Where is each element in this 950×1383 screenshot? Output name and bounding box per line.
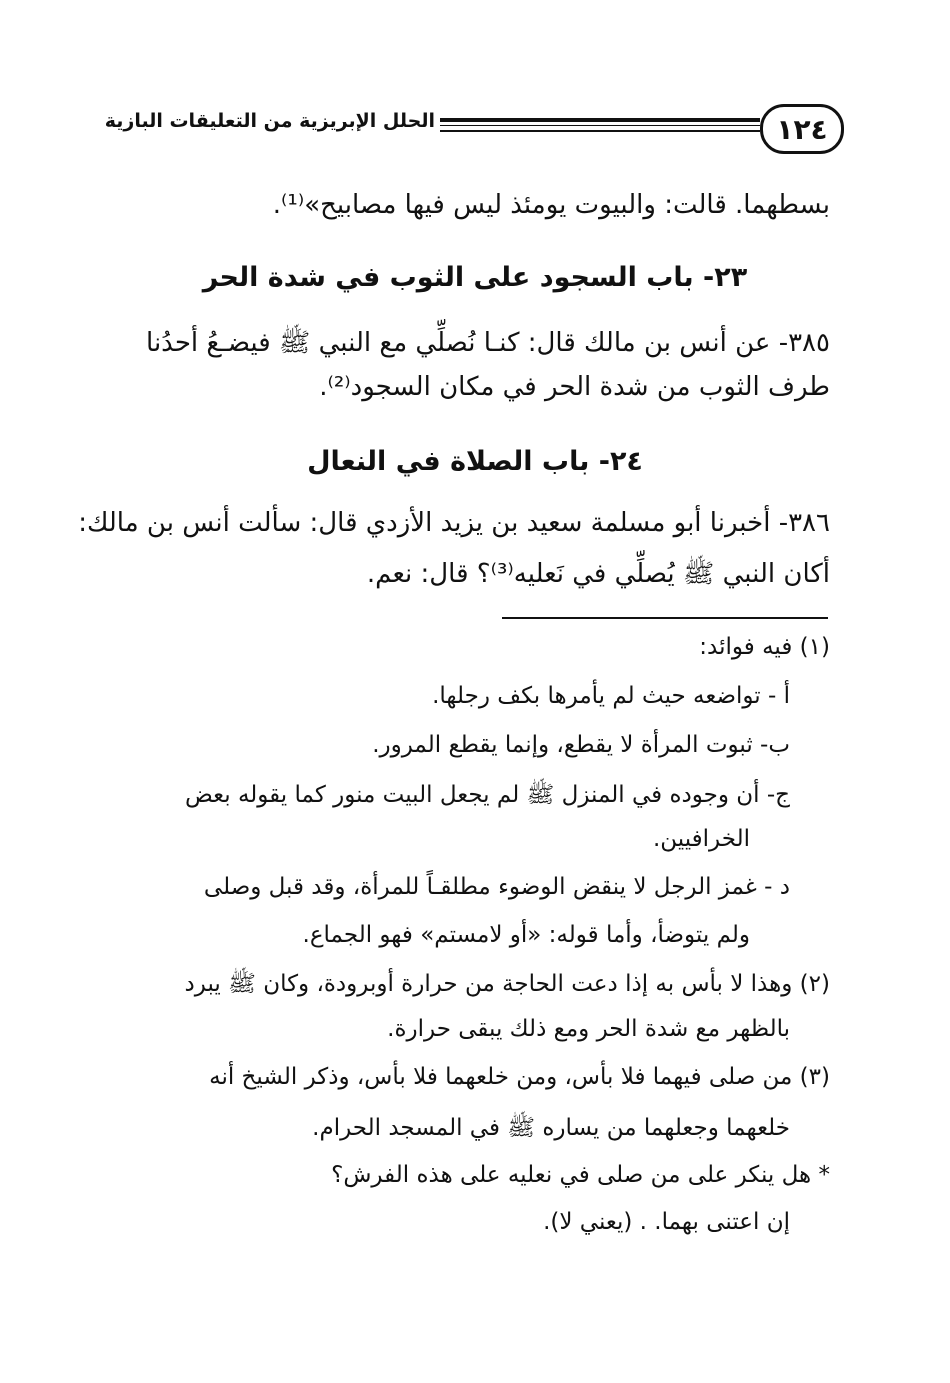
text-line: بسطهما. قالت: والبيوت يومئذ ليس فيها مصابيح»⁽¹⁾. <box>272 190 830 220</box>
footnote-1-item-a: أ - تواضعه حيث لم يأمرها بكف رجلها. <box>432 683 790 709</box>
footnote-1-heading: (١) فيه فوائد: <box>699 634 830 660</box>
chapter-heading-23: ٢٣- باب السجود على الثوب في شدة الحر <box>202 262 748 293</box>
footnote-1-item-c: ج- أن وجوده في المنزل ﷺ لم يجعل البيت منور كما يقوله بعض <box>184 782 790 808</box>
footnote-1-item-d-cont: ولم يتوضأ، وأما قوله: «أو لامستم» فهو الجماع. <box>302 922 750 948</box>
footnote-3: (٣) من صلى فيهما فلا بأس، ومن خلعهما فلا بأس، وذكر الشيخ أنه <box>209 1064 830 1090</box>
footnote-2: (٢) وهذا لا بأس به إذا دعت الحاجة من حرارة أوبرودة، وكان ﷺ يبرد <box>184 971 830 997</box>
hadith-385-line-1: ٣٨٥- عن أنس بن مالك قال: كنـا نُصلِّي مع النبي ﷺ فيضـعُ أحدُنا <box>146 328 830 358</box>
question-line: * هل ينكر على من صلى في نعليه على هذه الفرش؟ <box>331 1162 830 1188</box>
answer-line: إن اعتنى بهما. . (يعني لا). <box>543 1209 790 1235</box>
footnote-1-item-b: ب- ثبوت المرأة لا يقطع، وإنما يقطع المرور. <box>372 732 790 758</box>
page-header <box>104 96 840 168</box>
footnote-separator <box>502 617 828 619</box>
footnote-1-item-c-cont: الخرافيين. <box>652 826 750 852</box>
footnote-2-cont: بالظهر مع شدة الحر ومع ذلك يبقى حرارة. <box>387 1016 790 1042</box>
chapter-heading-24: ٢٤- باب الصلاة في النعال <box>307 446 643 477</box>
footnote-1-item-d: د - غمز الرجل لا ينقض الوضوء مطلقـاً للمرأة، وقد قبل وصلى <box>203 874 790 900</box>
book-title: الحلل الإبريزية من التعليقات البازية <box>104 110 435 132</box>
hadith-386-line-2: أكان النبي ﷺ يُصلِّي في نَعليه⁽³⁾؟ قال: نعم. <box>366 559 830 589</box>
hadith-385-line-2: طرف الثوب من شدة الحر في مكان السجود⁽²⁾. <box>319 372 830 402</box>
header-rule <box>440 118 760 132</box>
footnote-3-cont: خلعهما وجعلهما من يساره ﷺ في المسجد الحرام. <box>312 1115 790 1141</box>
page-number: ١٢٤ <box>760 104 844 154</box>
hadith-386-line-1: ٣٨٦- أخبرنا أبو مسلمة سعيد بن يزيد الأزدي قال: سألت أنس بن مالك: <box>78 508 830 538</box>
